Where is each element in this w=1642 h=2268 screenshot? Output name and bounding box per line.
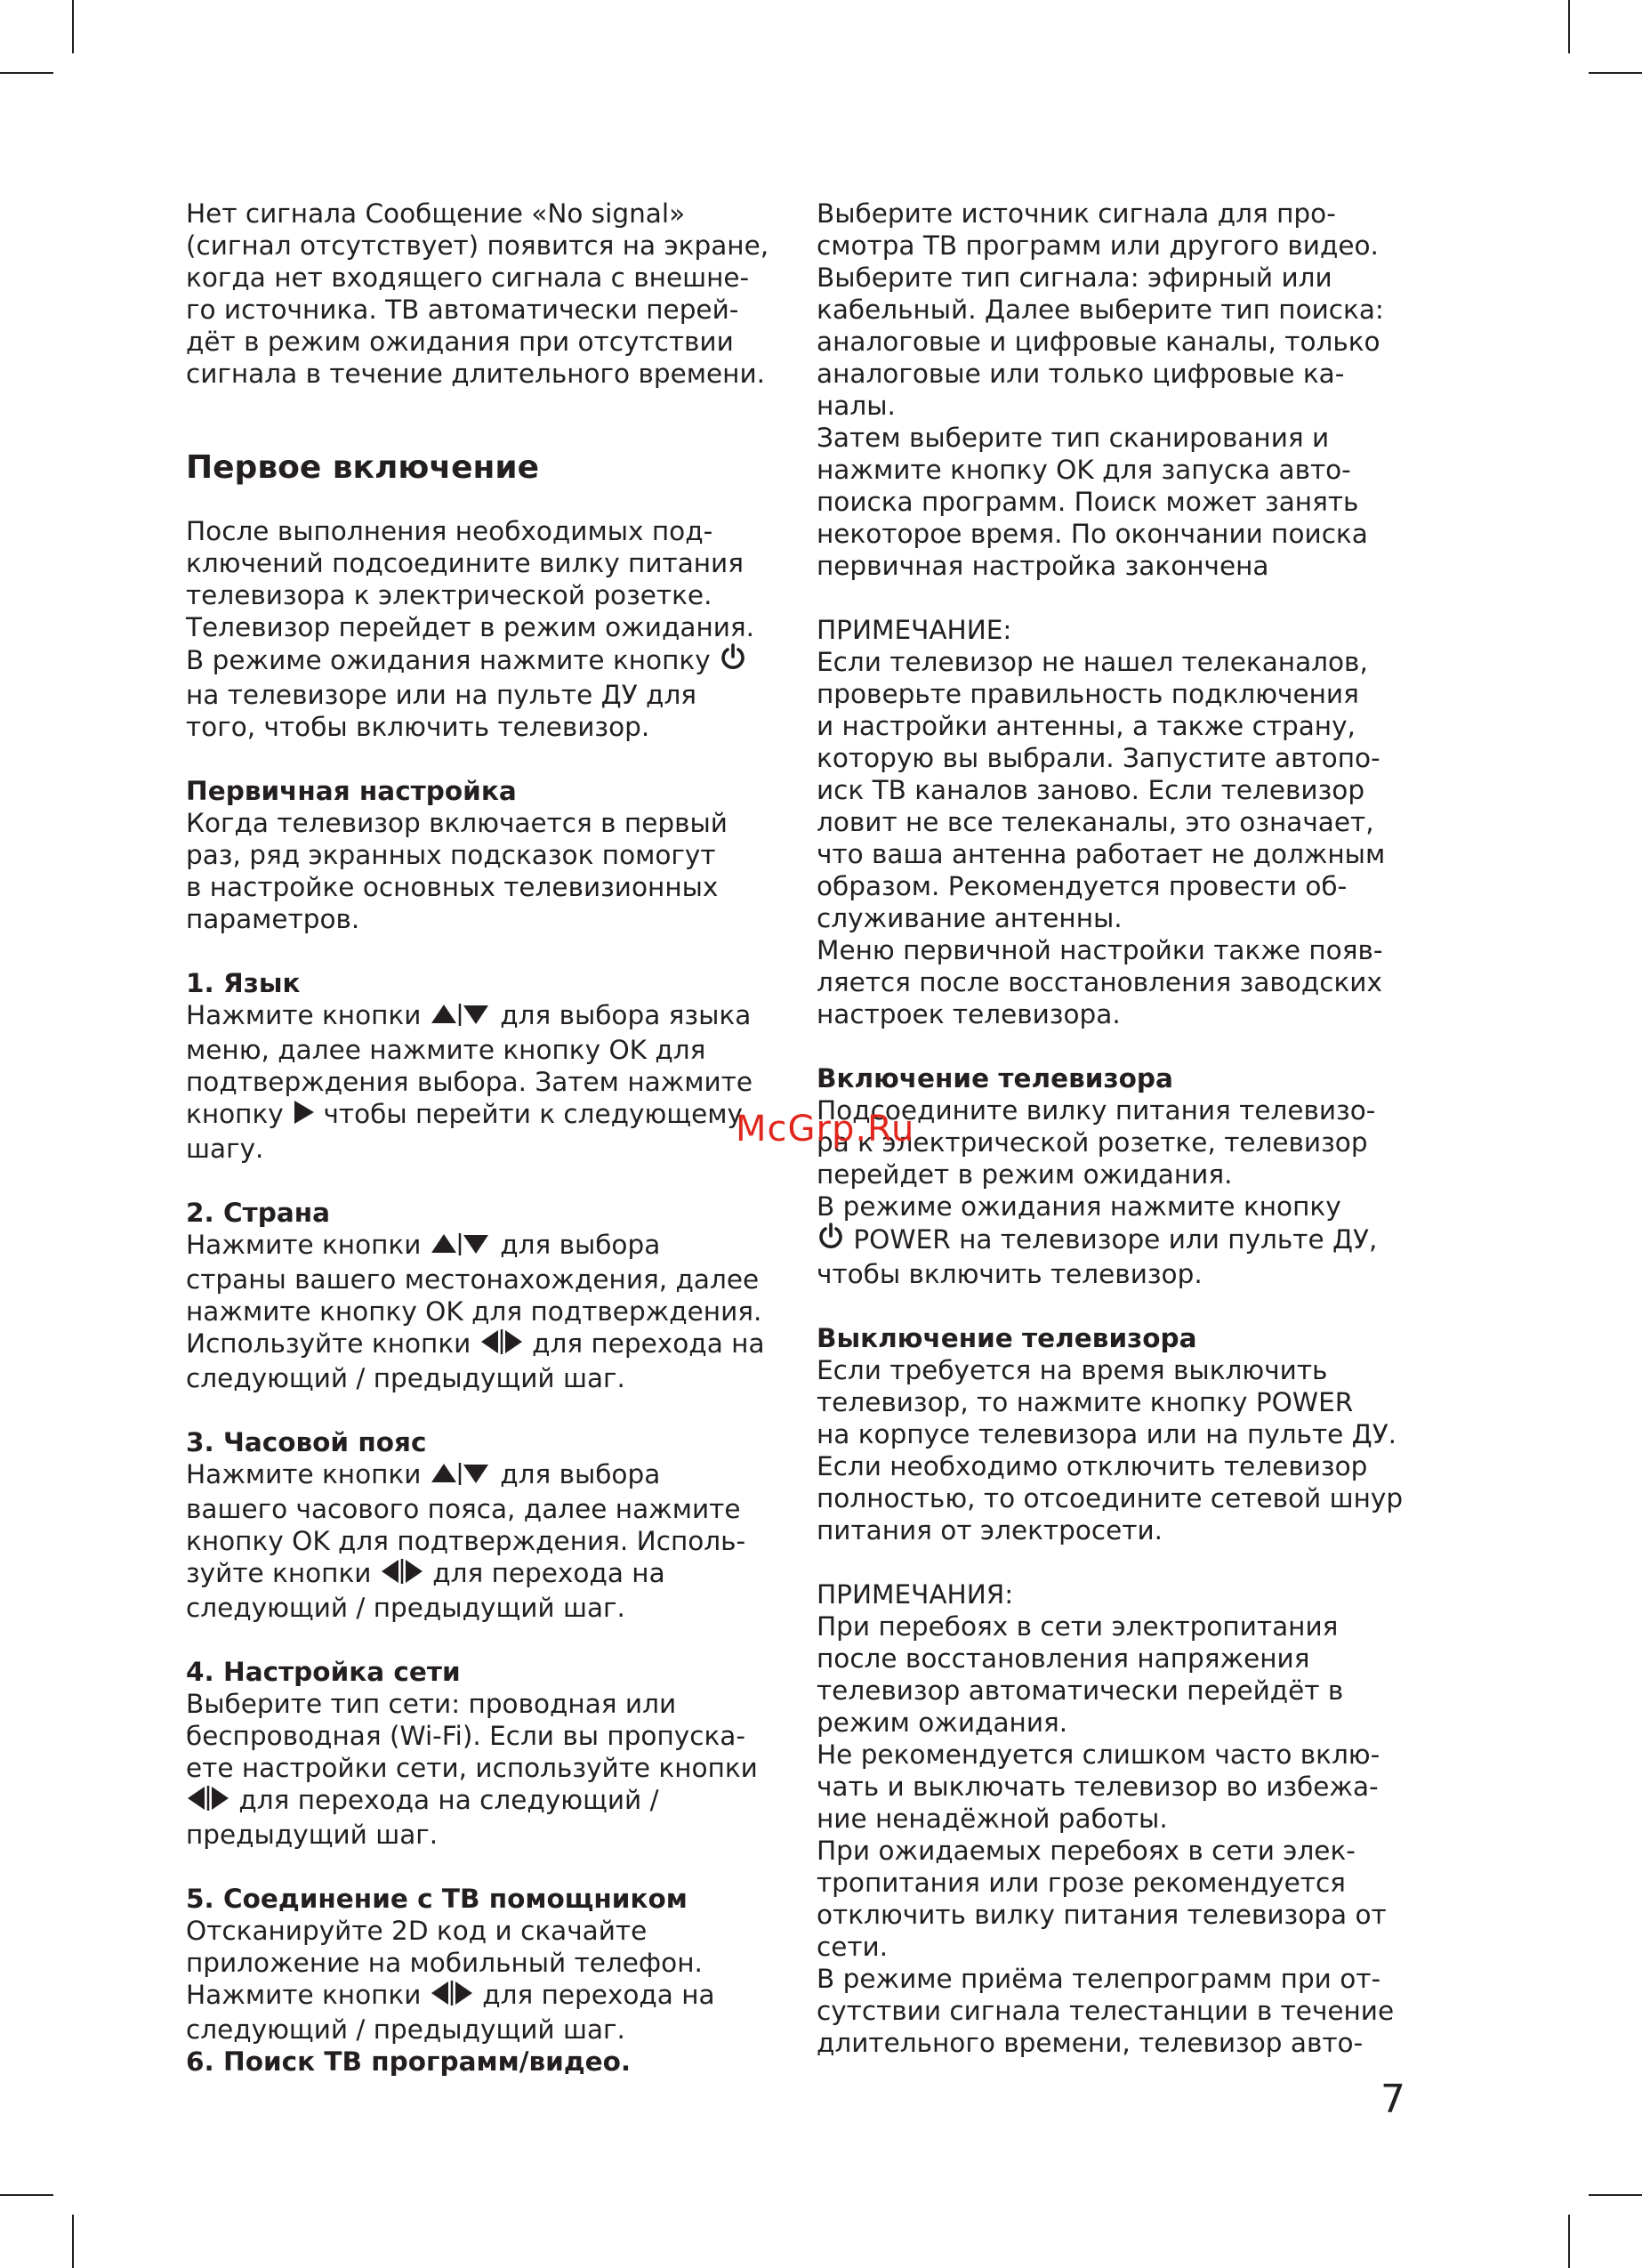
crop-mark	[72, 0, 74, 53]
power-off-title: Выключение телевизора	[817, 1323, 1197, 1353]
up-down-arrows-icon	[430, 1002, 492, 1034]
crop-mark	[0, 2194, 53, 2196]
power-icon	[719, 643, 747, 679]
step-timezone-title: 3. Часовой пояс	[186, 1427, 427, 1457]
notes-text: При перебоях в сети электропитания после восстановления напряжения телевизор автоматически перейдёт в режим ожидания. Не рекомендуется слишком часто вклю- чать и выключать телевизор во избежа- ние ненадёжной работы. При ожидаемых перебоях в сети элек- тропитания или грозе рекомендуется отключить вилку питания телевизора от сети. В режиме приёма телепрограмм при от- сутствии сигнала телестанции в течение длительного времени, телевизор авто-	[817, 1611, 1395, 2058]
power-icon	[817, 1223, 845, 1258]
crop-mark	[1568, 2215, 1570, 2268]
note-title: ПРИМЕЧАНИЕ:	[817, 615, 1012, 645]
up-down-arrows-icon	[430, 1231, 492, 1263]
crop-mark	[72, 2215, 74, 2268]
power-on-title: Включение телевизора	[817, 1063, 1173, 1094]
source-selection-text: Выберите источник сигнала для про- смотра ТВ программ или другого видео. Выберите тип сигнала: эфирный или кабельный. Далее выберите тип поиска: аналоговые и цифровые каналы, только аналоговые или только цифровые ка- налы. Затем выберите тип сканирования и нажмите кнопку OK для запуска авто- поиска программ. Поиск может занять некоторое время. По окончании поиска первичная настройка закончена	[817, 198, 1384, 581]
step-network-text: Выберите тип сети: проводная или беспроводная (Wi-Fi). Если вы пропуска- ете настройки сети, используйте кнопки для перехода на следующий / предыдущий шаг.	[186, 1689, 758, 1850]
initial-setup-text: Когда телевизор включается в первый раз, ряд экранных подсказок помогут в настройке основных телевизионных параметров.	[186, 808, 728, 934]
step-assistant-text: Отсканируйте 2D код и скачайте приложение на мобильный телефон. Нажмите кнопки для перехода на следующий / предыдущий шаг.	[186, 1916, 715, 2045]
power-on-text: Подсоедините вилку питания телевизо- ра к электрической розетке, телевизор перейдет в режим ожидания. В режиме ожидания нажмите кнопку POWER на телевизоре или пульте ДУ, чтобы включить телевизор.	[817, 1095, 1378, 1289]
step-country-title: 2. Страна	[186, 1198, 331, 1228]
first-power-on-text: После выполнения необходимых под- ключений подсоедините вилку питания телевизора к электрической розетке. Телевизор перейдет в режим ожидания. В режиме ожидания нажмите кнопку на телевизоре или на пульте ДУ для того, чтобы включить телевизор.	[186, 516, 755, 742]
initial-setup-title: Первичная настройка	[186, 776, 517, 806]
up-down-arrows-icon	[430, 1461, 492, 1493]
no-signal-paragraph: Нет сигнала Сообщение «No signal» (сигнал отсутствует) появится на экране, когда нет входящего сигнала с внешне- го источника. ТВ автоматически перей- дёт в режим ожидания при отсутствии сигнала в течение длительного времени.	[186, 198, 769, 389]
step-assistant-title: 5. Соединение с ТВ помощником	[186, 1884, 688, 1914]
power-off-text: Если требуется на время выключить телевизор, то нажмите кнопку POWER на корпусе телевизора или на пульте ДУ. Если необходимо отключить телевизор полностью, то отсоедините сетевой шнур питания от электросети.	[817, 1355, 1404, 1546]
left-column	[186, 198, 791, 2078]
step-country-text: Нажмите кнопки для выбора страны вашего местонахождения, далее нажмите кнопку OK для подтверждения. Используйте кнопки для перехода на следующий / предыдущий шаг.	[186, 1230, 765, 1393]
page-number: 7	[1380, 2077, 1405, 2122]
left-right-arrows-icon	[430, 1980, 474, 2014]
step-timezone-text: Нажмите кнопки для выбора вашего часового пояса, далее нажмите кнопку OK для подтверждения. Исполь- зуйте кнопки для перехода на следующий / предыдущий шаг.	[186, 1459, 746, 1623]
step-search-title: 6. Поиск ТВ программ/видео.	[186, 2046, 632, 2077]
left-right-arrows-icon	[186, 1785, 230, 1819]
notes-title: ПРИМЕЧАНИЯ:	[817, 1579, 1014, 1610]
step-network-title: 4. Настройка сети	[186, 1657, 461, 1687]
crop-mark	[1568, 0, 1570, 53]
step-language-text: Нажмите кнопки для выбора языка меню, далее нажмите кнопку OK для подтверждения выбора. Затем нажмите кнопку чтобы перейти к следующему шагу.	[186, 1000, 753, 1164]
crop-mark	[0, 72, 53, 74]
left-right-arrows-icon	[380, 1558, 424, 1592]
watermark: McGrp.Ru	[736, 1109, 915, 1150]
crop-mark	[1589, 2194, 1642, 2196]
section-heading: Первое включение	[186, 449, 540, 486]
step-language-title: 1. Язык	[186, 968, 301, 998]
right-arrow-icon	[292, 1099, 315, 1133]
note-text: Если телевизор не нашел телеканалов, проверьте правильность подключения и настройки антенны, а также страну, которую вы выбрали. Запустите автопо- иск ТВ каналов заново. Если телевизор ловит не все телеканалы, это означает, что ваша антенна работает не должным образом. Рекомендуется провести об- служивание антенны. Меню первичной настройки также появ- ляется после восстановления заводских настроек телевизора.	[817, 647, 1386, 1029]
left-right-arrows-icon	[479, 1328, 524, 1362]
crop-mark	[1589, 72, 1642, 74]
